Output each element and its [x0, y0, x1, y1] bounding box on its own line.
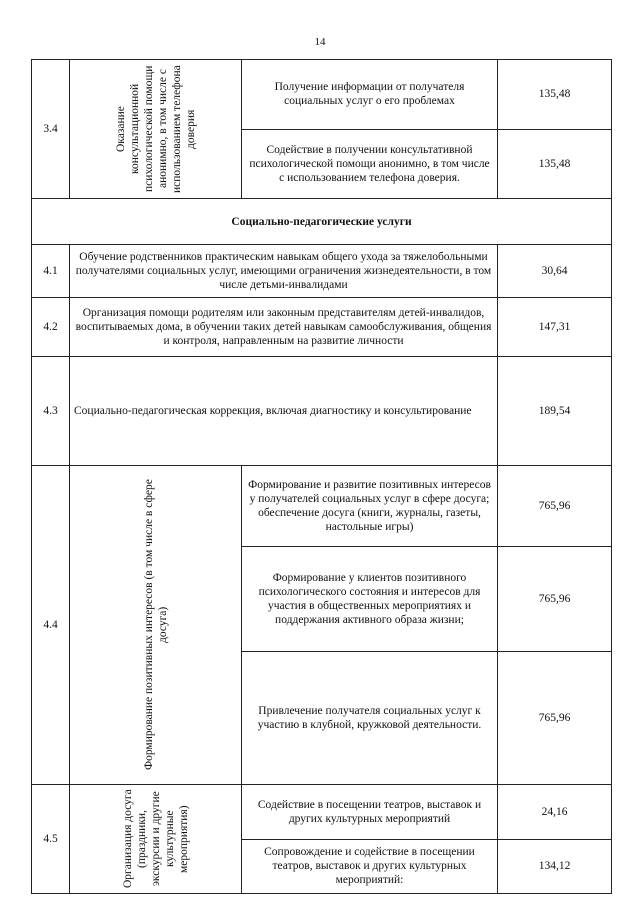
service-description: Содействие в получении консультативной психологической помощи анонимно, в том числе с использованием телефона доверия.	[242, 129, 498, 199]
service-description: Организация помощи родителям или законным представителям детей-инвалидов, воспитываемых дома, в обучении таких детей навыкам самообслуживания, общения и контроля, направленным на развитие личности	[70, 298, 498, 357]
table-row	[32, 298, 612, 357]
services-table	[31, 59, 612, 894]
section-title: Социально-педагогические услуги	[32, 199, 612, 245]
table-row	[32, 245, 612, 298]
service-category	[70, 466, 242, 785]
service-description: Социально-педагогическая коррекция, включая диагностику и консультирование	[70, 357, 498, 466]
service-description: Привлечение получателя социальных услуг к участию в клубной, кружковой деятельности.	[242, 652, 498, 785]
page-number: 14	[314, 36, 326, 48]
service-category	[70, 785, 242, 894]
section-row	[32, 199, 612, 245]
service-price: 765,96	[498, 652, 612, 785]
service-price: 765,96	[498, 547, 612, 652]
row-number: 4.1	[32, 245, 70, 298]
service-category-text: Организация досуга (праздники, экскурсии и другие культурные мероприятия)	[121, 789, 190, 889]
service-description: Получение информации от получателя социальных услуг о его проблемах	[242, 60, 498, 130]
service-price: 134,12	[498, 839, 612, 894]
service-price: 135,48	[498, 129, 612, 199]
row-number: 3.4	[32, 60, 70, 199]
table-row	[32, 60, 612, 130]
service-price: 135,48	[498, 60, 612, 130]
service-description: Содействие в посещении театров, выставок и других культурных мероприятий	[242, 785, 498, 840]
service-description: Формирование и развитие позитивных интересов у получателей социальных услуг в сфере досуга; обеспечение досуга (книги, журналы, газеты, настольные игры)	[242, 466, 498, 547]
row-number: 4.4	[32, 466, 70, 785]
table-row	[32, 466, 612, 547]
service-description: Обучение родственников практическим навыкам общего ухода за тяжелобольными получателями социальных услуг, имеющими ограничения жизнедеятельности, в том числе детьми-инвалидами	[70, 245, 498, 298]
service-price: 24,16	[498, 785, 612, 840]
row-number: 4.5	[32, 785, 70, 894]
service-price: 189,54	[498, 357, 612, 466]
service-price: 147,31	[498, 298, 612, 357]
service-category	[70, 60, 242, 199]
service-description: Сопровождение и содействие в посещении театров, выставок и других культурных мероприятий:	[242, 839, 498, 894]
row-number: 4.3	[32, 357, 70, 466]
table-row	[32, 785, 612, 840]
row-number: 4.2	[32, 298, 70, 357]
service-price: 765,96	[498, 466, 612, 547]
service-description: Формирование у клиентов позитивного психологического состояния и интересов для участия в общественных мероприятиях и поддержания активного образа жизни;	[242, 547, 498, 652]
table-row	[32, 357, 612, 466]
service-price: 30,64	[498, 245, 612, 298]
service-category-text: Оказание консультационной психологической помощи анонимно, в том числе с использованием телефона доверия	[114, 65, 197, 193]
service-category-text: Формирование позитивных интересов (в том числе в сфере досуга)	[142, 479, 169, 771]
